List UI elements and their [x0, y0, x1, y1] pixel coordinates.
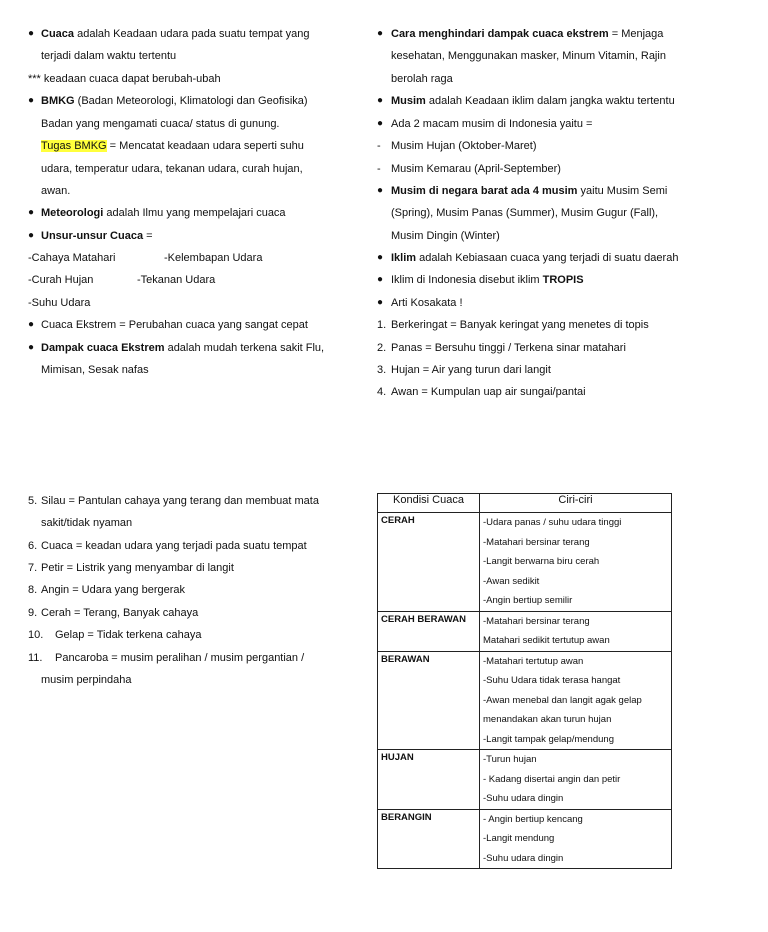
- dua-musim: Ada 2 macam musim di Indonesia yaitu =: [391, 118, 593, 130]
- cuaca-definition-cont: terjadi dalam waktu tertentu: [41, 50, 177, 62]
- musim-hujan: Musim Hujan (Oktober-Maret): [391, 140, 537, 152]
- vocab-number: 6.: [28, 540, 38, 552]
- vocab-number: 2.: [377, 342, 387, 354]
- musim-barat-cont: (Spring), Musim Panas (Summer), Musim Gugur (Fall),: [391, 207, 659, 219]
- unsur-cuaca: Unsur-unsur Cuaca =: [41, 230, 153, 242]
- iklim-definition: Iklim adalah Kebiasaan cuaca yang terjadi di suatu daerah: [391, 252, 679, 264]
- header-kondisi-cuaca: Kondisi Cuaca: [378, 494, 480, 513]
- vocab-item-cont: musim perpindaha: [41, 674, 132, 686]
- musim-barat-cont: Musim Dingin (Winter): [391, 230, 500, 242]
- feature-item: -Angin bertiup semilir: [483, 595, 573, 606]
- bullet-icon: ●: [377, 297, 384, 308]
- vocab-item: Panas = Bersuhu tinggi / Terkena sinar matahari: [391, 342, 626, 354]
- condition-cell: CERAH BERAWAN: [378, 611, 480, 651]
- cuaca-definition: Cuaca adalah Keadaan udara pada suatu tempat yang: [41, 28, 310, 40]
- feature-item: -Langit mendung: [483, 833, 555, 844]
- feature-item: -Udara panas / suhu udara tinggi: [483, 517, 622, 528]
- bullet-icon: ●: [377, 28, 384, 39]
- condition-cell: BERANGIN: [378, 809, 480, 869]
- bullet-icon: ●: [28, 319, 35, 330]
- vocab-item: Silau = Pantulan cahaya yang terang dan membuat mata: [41, 495, 319, 507]
- feature-item: -Matahari bersinar terang: [483, 536, 590, 548]
- feature-item: -Suhu Udara tidak terasa hangat: [483, 675, 621, 686]
- feature-item: menandakan akan turun hujan: [483, 714, 612, 725]
- feature-item: Matahari sedikit tertutup awan: [483, 635, 610, 646]
- table-row: [378, 809, 672, 869]
- table-row: [378, 513, 672, 612]
- bullet-icon: ●: [377, 95, 384, 106]
- unsur-item: -Curah Hujan: [28, 274, 94, 286]
- table-row: [378, 651, 672, 750]
- bullet-icon: ●: [28, 207, 35, 218]
- feature-item: -Matahari bersinar terang: [483, 615, 590, 627]
- features-cell: [480, 809, 672, 869]
- bullet-icon: ●: [28, 28, 35, 39]
- unsur-item: -Suhu Udara: [28, 297, 91, 309]
- vocab-number: 9.: [28, 607, 38, 619]
- features-cell: [480, 513, 672, 612]
- weather-conditions-table: [377, 493, 672, 869]
- vocab-number: 3.: [377, 364, 387, 376]
- cuaca-ekstrem-definition: Cuaca Ekstrem = Perubahan cuaca yang sangat cepat: [41, 319, 308, 331]
- dash-marker: -: [377, 163, 381, 175]
- feature-item: -Langit berwarna biru cerah: [483, 556, 600, 567]
- features-cell: [480, 611, 672, 651]
- musim-definition: Musim adalah Keadaan iklim dalam jangka waktu tertentu: [391, 95, 675, 107]
- condition-cell: CERAH: [378, 513, 480, 612]
- vocab-number: 7.: [28, 562, 38, 574]
- condition-cell: BERAWAN: [378, 651, 480, 750]
- vocab-item: Cerah = Terang, Banyak cahaya: [41, 607, 199, 619]
- dampak-ekstrem: Dampak cuaca Ekstrem adalah mudah terkena sakit Flu,: [41, 342, 325, 354]
- bullet-icon: ●: [28, 342, 35, 353]
- feature-item: - Kadang disertai angin dan petir: [483, 773, 621, 785]
- features-cell: [480, 750, 672, 810]
- meteorologi-definition: Meteorologi adalah Ilmu yang mempelajari cuaca: [41, 207, 286, 219]
- feature-item: -Turun hujan: [483, 754, 537, 765]
- unsur-item: -Tekanan Udara: [137, 274, 216, 286]
- vocab-item: Awan = Kumpulan uap air sungai/pantai: [391, 386, 586, 398]
- vocab-item: Gelap = Tidak terkena cahaya: [55, 629, 202, 641]
- vocab-item: Angin = Udara yang bergerak: [41, 584, 186, 596]
- tugas-bmkg-cont: udara, temperatur udara, tekanan udara, curah hujan,: [41, 163, 303, 175]
- vocab-number: 5.: [28, 495, 38, 507]
- vocab-item: Petir = Listrik yang menyambar di langit: [41, 562, 234, 574]
- table-header-row: [378, 494, 672, 513]
- condition-cell: HUJAN: [378, 750, 480, 810]
- bullet-icon: ●: [377, 185, 384, 196]
- table-row: [378, 611, 672, 651]
- tugas-bmkg-highlight: Tugas BMKG: [41, 140, 107, 152]
- vocab-item: Cuaca = keadan udara yang terjadi pada suatu tempat: [41, 540, 307, 552]
- unsur-item: -Kelembapan Udara: [164, 252, 263, 264]
- bmkg-definition: BMKG (Badan Meteorologi, Klimatologi dan Geofisika): [41, 95, 308, 107]
- vocab-number: 10.: [28, 629, 44, 641]
- feature-item: -Matahari tertutup awan: [483, 655, 584, 667]
- bullet-icon: ●: [377, 118, 384, 129]
- cara-menghindari-cont: berolah raga: [391, 73, 453, 85]
- vocab-item: Berkeringat = Banyak keringat yang menetes di topis: [391, 319, 649, 331]
- features-cell: [480, 651, 672, 750]
- vocab-number: 8.: [28, 584, 38, 596]
- vocab-number: 4.: [377, 386, 387, 398]
- vocab-item: Hujan = Air yang turun dari langit: [391, 364, 551, 376]
- feature-item: -Suhu udara dingin: [483, 793, 564, 804]
- musim-barat: Musim di negara barat ada 4 musim yaitu Musim Semi: [391, 185, 668, 197]
- feature-item: -Suhu udara dingin: [483, 852, 564, 864]
- feature-item: -Awan menebal dan langit agak gelap: [483, 694, 642, 706]
- feature-item: - Angin bertiup kencang: [483, 813, 583, 825]
- bullet-icon: ●: [28, 95, 35, 106]
- header-ciri-ciri: Ciri-ciri: [480, 494, 672, 513]
- cara-menghindari: Cara menghindari dampak cuaca ekstrem = Menjaga: [391, 28, 664, 40]
- bullet-icon: ●: [28, 230, 35, 241]
- bullet-icon: ●: [377, 274, 384, 285]
- tugas-bmkg: Tugas BMKG = Mencatat keadaan udara seperti suhu: [41, 140, 304, 152]
- vocab-item-cont: sakit/tidak nyaman: [41, 517, 133, 529]
- arti-kosakata-heading: Arti Kosakata !: [391, 297, 463, 309]
- feature-item: -Langit tampak gelap/mendung: [483, 733, 614, 745]
- vocab-number: 1.: [377, 319, 387, 331]
- cuaca-note: *** keadaan cuaca dapat berubah-ubah: [28, 73, 221, 85]
- bmkg-definition-cont: Badan yang mengamati cuaca/ status di gunung.: [41, 118, 280, 130]
- feature-item: -Awan sedikit: [483, 575, 540, 587]
- iklim-tropis: Iklim di Indonesia disebut iklim TROPIS: [391, 274, 584, 286]
- vocab-item: Pancaroba = musim peralihan / musim pergantian /: [55, 652, 305, 664]
- dash-marker: -: [377, 140, 381, 152]
- cara-menghindari-cont: kesehatan, Menggunakan masker, Minum Vitamin, Rajin: [391, 50, 666, 62]
- vocab-number: 11.: [28, 652, 43, 664]
- unsur-item: -Cahaya Matahari: [28, 252, 116, 264]
- dampak-ekstrem-cont: Mimisan, Sesak nafas: [41, 364, 149, 376]
- bullet-icon: ●: [377, 252, 384, 263]
- table-row: [378, 750, 672, 810]
- tugas-bmkg-cont: awan.: [41, 185, 71, 197]
- musim-kemarau: Musim Kemarau (April-September): [391, 163, 561, 175]
